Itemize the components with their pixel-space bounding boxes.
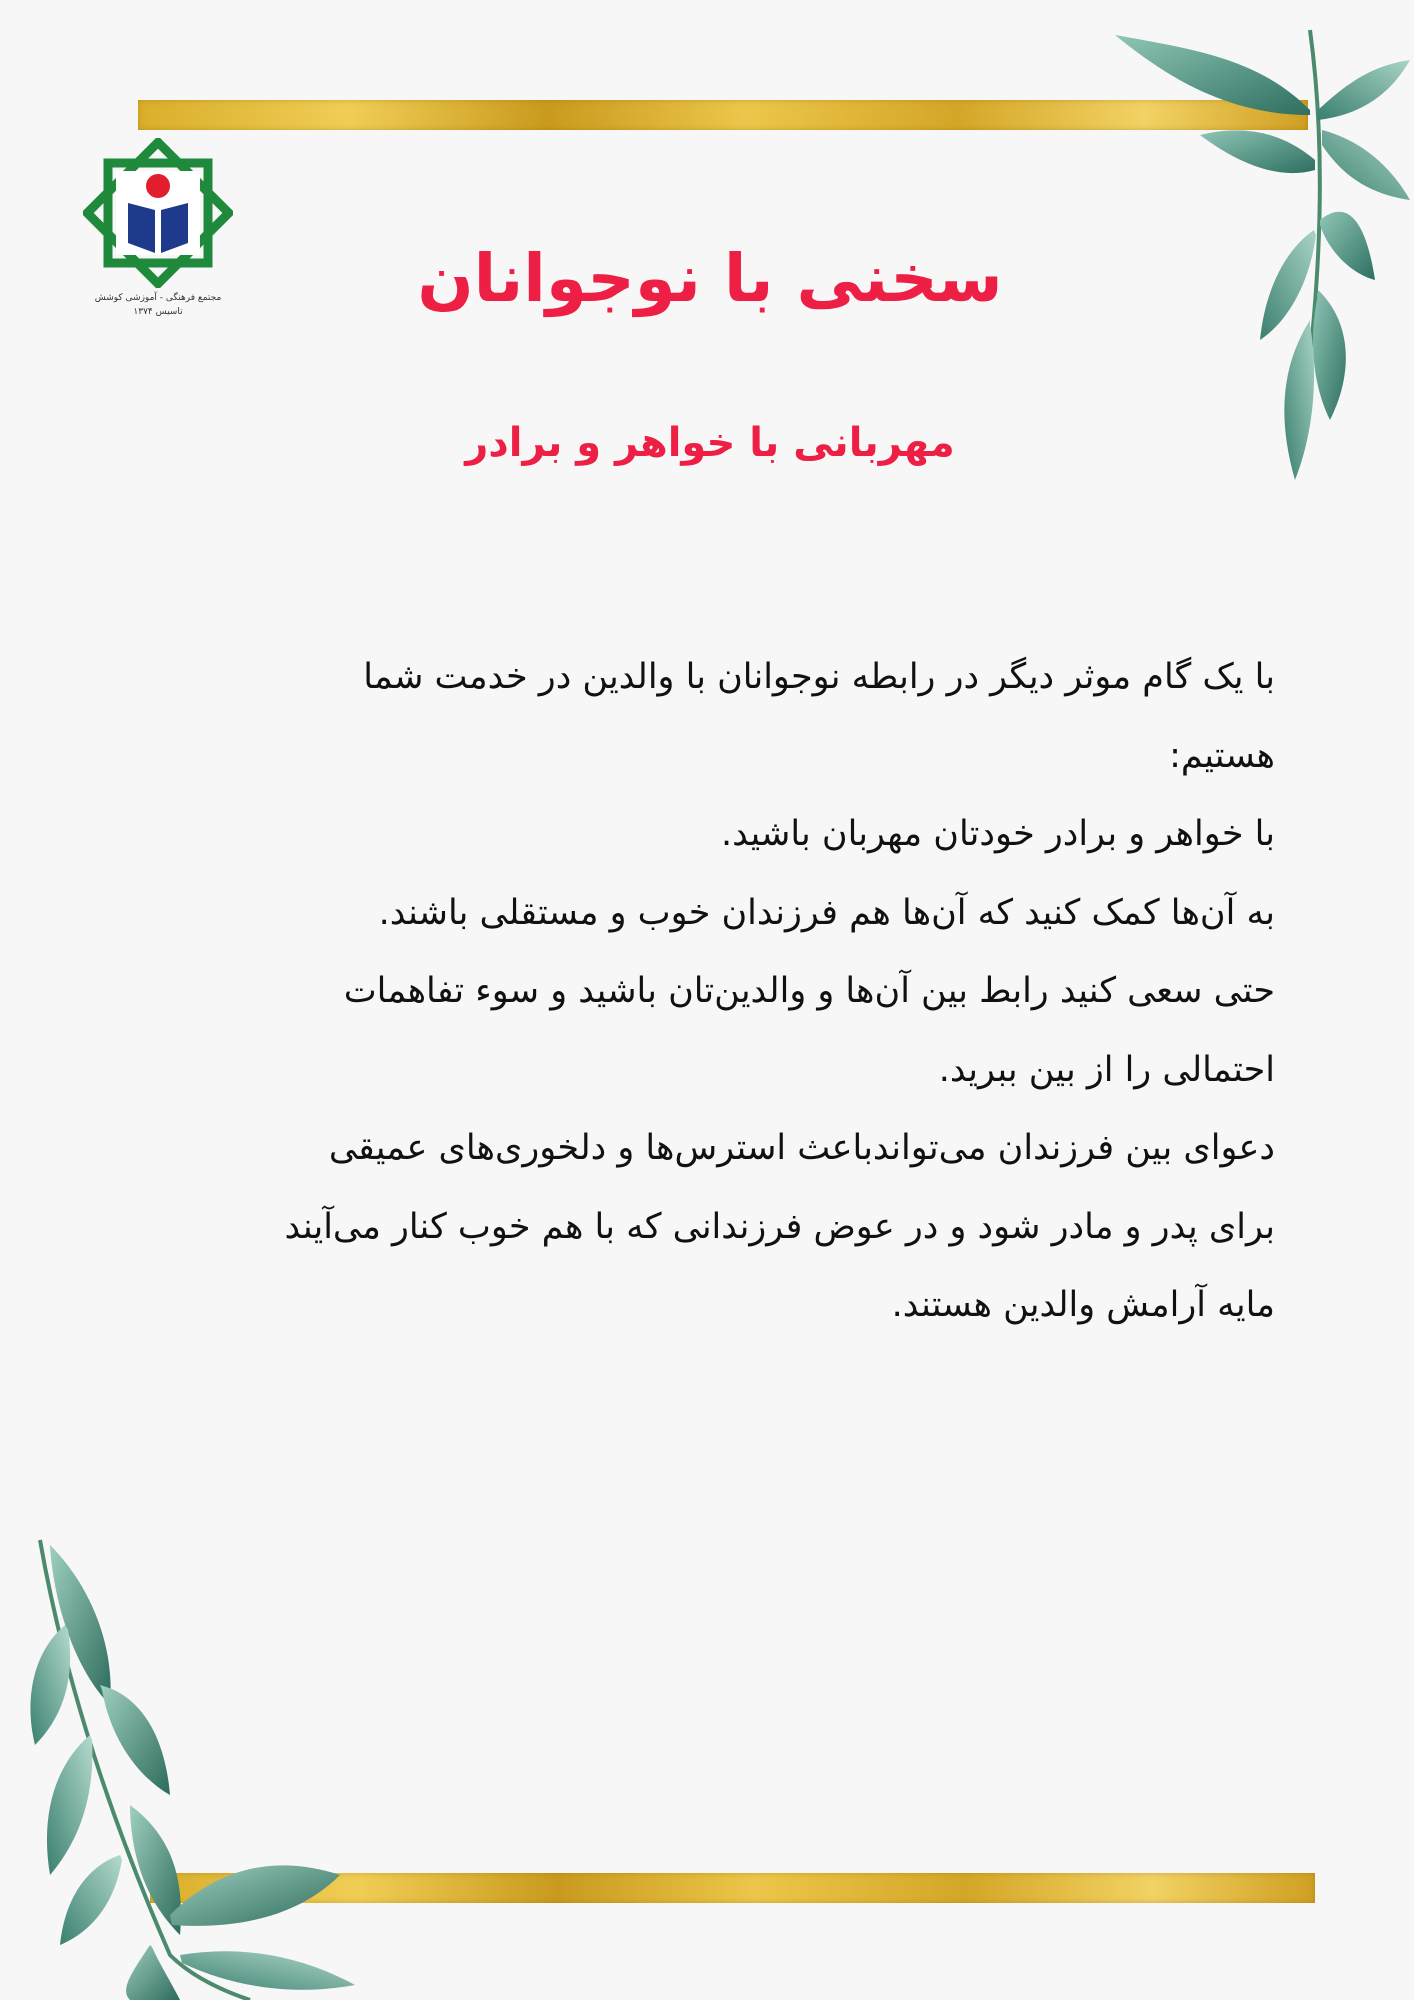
body-line: دعوای بین فرزندان می‌تواندباعث استرس‌ها و دلخوری‌های عمیقی <box>328 1128 1275 1168</box>
institute-logo <box>78 138 238 319</box>
logo-caption-name: مجتمع فرهنگی - آموزشی کوشش <box>94 293 222 303</box>
body-line: هستیم: <box>1169 735 1275 776</box>
body-line: به آن‌ها کمک کنید که آن‌ها هم فرزندان خوب و مستقلی باشند. <box>378 892 1275 933</box>
body-text <box>95 638 1275 1345</box>
page-subtitle: مهربانی با خواهر و برادر <box>465 420 955 466</box>
page-title: سخنی با نوجوانان <box>417 240 1003 317</box>
body-line: احتمالی را از بین ببرید. <box>938 1049 1275 1090</box>
body-line: با خواهر و برادر خودتان مهربان باشید. <box>720 814 1275 854</box>
logo-caption-year: تاسیس ۱۳۷۴ <box>133 306 183 317</box>
body-line: حتی سعی کنید رابط بین آن‌ها و والدین‌تان باشید و سوء تفاهمات <box>343 971 1275 1011</box>
body-line: برای پدر و مادر شود و در عوض فرزندانی که با هم خوب کنار می‌آیند <box>284 1206 1275 1247</box>
leaves-decoration-top-right <box>1090 20 1414 480</box>
body-line: با یک گام موثر دیگر در رابطه نوجوانان با والدین در خدمت شما <box>363 657 1275 697</box>
leaves-decoration-bottom-left <box>20 1535 440 2000</box>
institute-emblem-icon <box>83 138 233 288</box>
body-line: مایه آرامش والدین هستند. <box>891 1285 1275 1325</box>
